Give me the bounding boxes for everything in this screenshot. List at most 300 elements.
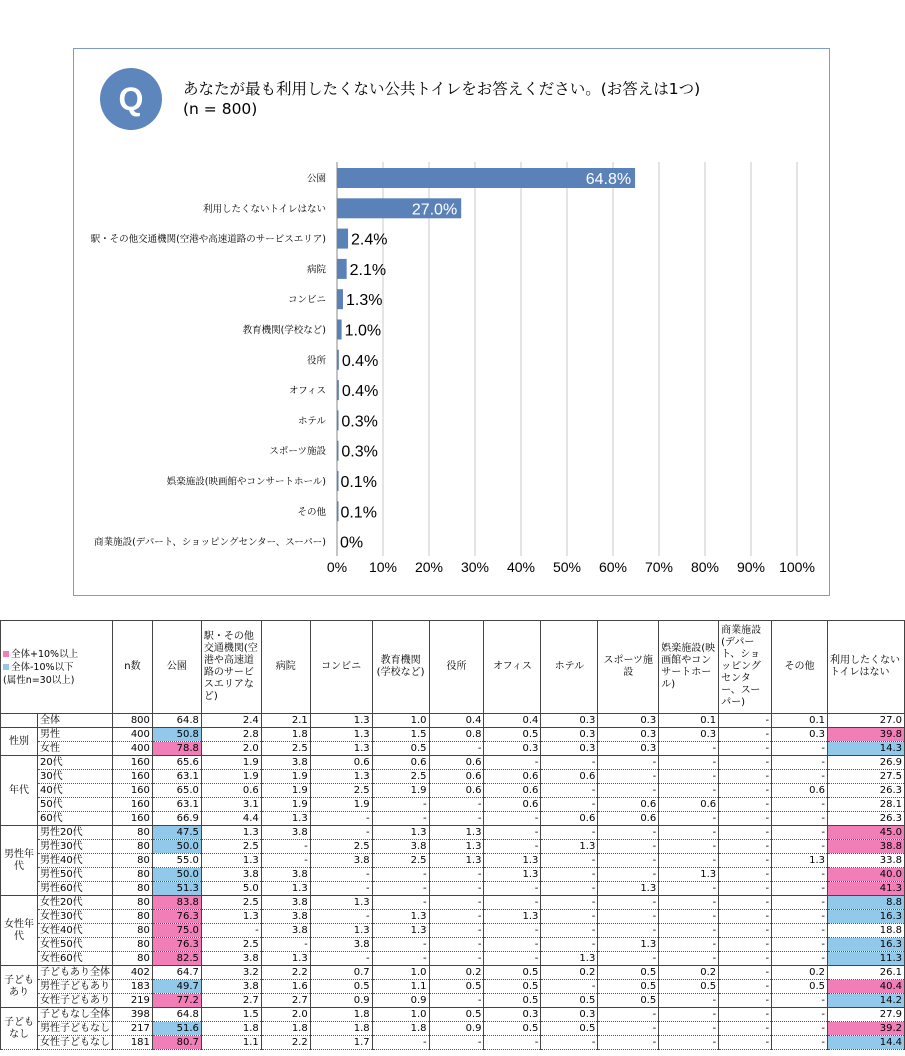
table-cell: 40.0 <box>827 868 904 882</box>
table-row <box>1 756 905 770</box>
table-cell: - <box>719 1022 772 1036</box>
row-label: 子どもなし全体 <box>37 1008 112 1022</box>
table-cell: 39.8 <box>827 728 904 742</box>
table-cell: 3.8 <box>261 756 310 770</box>
table-cell: - <box>719 980 772 994</box>
table-cell: 400 <box>112 728 152 742</box>
x-tick-label: 40% <box>506 559 536 575</box>
table-cell: - <box>772 910 828 924</box>
table-cell: - <box>719 896 772 910</box>
table-cell: 0.5 <box>429 980 484 994</box>
table-cell: 1.3 <box>310 896 372 910</box>
table-cell: 1.1 <box>201 1036 261 1050</box>
table-cell: - <box>598 840 659 854</box>
table-cell: - <box>659 756 719 770</box>
table-cell: 0.6 <box>659 798 719 812</box>
table-cell: - <box>429 868 484 882</box>
table-cell: 0.5 <box>484 994 541 1008</box>
table-cell: 0.5 <box>372 742 429 756</box>
table-cell: 3.8 <box>261 910 310 924</box>
row-label: 男性子どもなし <box>37 1022 112 1036</box>
table-cell: 0.5 <box>484 980 541 994</box>
legend-note: (属性n=30以上) <box>3 674 75 686</box>
column-header: コンビニ <box>310 621 372 714</box>
row-label: 男性 <box>37 728 112 742</box>
table-cell: 1.5 <box>201 1008 261 1022</box>
table-cell: 3.8 <box>372 840 429 854</box>
table-cell: 51.3 <box>152 882 201 896</box>
bar <box>337 320 342 340</box>
table-row <box>1 966 905 980</box>
group-label: 男性年代 <box>1 826 38 896</box>
table-cell: - <box>719 924 772 938</box>
table-cell: - <box>719 1036 772 1050</box>
x-tick-label: 20% <box>414 559 444 575</box>
table-cell: 0.6 <box>541 812 598 826</box>
table-cell: 1.0 <box>372 966 429 980</box>
table-cell: 0.1 <box>659 714 719 728</box>
table-cell: - <box>484 882 541 896</box>
table-cell: - <box>372 812 429 826</box>
table-cell: 49.7 <box>152 980 201 994</box>
table-cell: - <box>598 756 659 770</box>
table-cell: - <box>772 1022 828 1036</box>
table-cell: 398 <box>112 1008 152 1022</box>
table-cell: - <box>310 868 372 882</box>
group-label: 子どもなし <box>1 1008 38 1050</box>
table-cell: - <box>659 994 719 1008</box>
table-cell: 8.8 <box>827 896 904 910</box>
table-cell: - <box>541 826 598 840</box>
table-cell: 1.8 <box>372 1022 429 1036</box>
table-cell: - <box>772 952 828 966</box>
table-cell: 65.0 <box>152 784 201 798</box>
bar <box>337 229 348 249</box>
bar <box>337 380 339 400</box>
table-cell: - <box>541 896 598 910</box>
row-label: 男性20代 <box>37 826 112 840</box>
table-cell: - <box>598 1008 659 1022</box>
x-tick-label: 90% <box>736 559 766 575</box>
table-cell: - <box>429 910 484 924</box>
table-cell: - <box>719 812 772 826</box>
table-cell: 0.3 <box>541 1008 598 1022</box>
table-cell: - <box>772 994 828 1008</box>
row-label: 子どもあり全体 <box>37 966 112 980</box>
table-cell: 1.8 <box>261 1022 310 1036</box>
table-cell: 0.5 <box>541 994 598 1008</box>
row-label: 男性子どもあり <box>37 980 112 994</box>
table-cell: 3.8 <box>310 938 372 952</box>
table-cell: 0.2 <box>772 966 828 980</box>
table-cell: - <box>659 924 719 938</box>
group-label: 性別 <box>1 728 38 756</box>
table-cell: 65.6 <box>152 756 201 770</box>
x-tick-label: 100% <box>779 559 815 575</box>
table-cell: - <box>772 896 828 910</box>
row-label: 60代 <box>37 812 112 826</box>
table-cell: 2.5 <box>201 896 261 910</box>
data-label: 27.0% <box>411 201 458 219</box>
table-cell: 3.8 <box>201 868 261 882</box>
table-cell: - <box>261 938 310 952</box>
table-cell: 77.2 <box>152 994 201 1008</box>
table-cell: - <box>372 896 429 910</box>
table-cell: 0.6 <box>598 812 659 826</box>
table-cell: - <box>598 924 659 938</box>
table-cell: - <box>484 924 541 938</box>
column-header: 公園 <box>152 621 201 714</box>
table-cell: 1.9 <box>372 784 429 798</box>
table-cell: - <box>310 826 372 840</box>
table-cell: - <box>541 868 598 882</box>
table-cell: 0.3 <box>598 742 659 756</box>
table-cell: - <box>372 1036 429 1050</box>
table-cell: 83.8 <box>152 896 201 910</box>
table-cell: - <box>598 868 659 882</box>
table-cell: - <box>659 742 719 756</box>
table-cell: 40.4 <box>827 980 904 994</box>
table-cell: 0.5 <box>484 966 541 980</box>
table-cell: 80 <box>112 826 152 840</box>
table-cell: - <box>659 770 719 784</box>
table-cell: - <box>659 840 719 854</box>
category-label: 役所 <box>306 355 326 367</box>
data-label: 0.4% <box>341 352 379 370</box>
table-cell: 0.3 <box>484 742 541 756</box>
table-cell: 0.6 <box>541 770 598 784</box>
table-cell: - <box>484 896 541 910</box>
table-cell: - <box>659 812 719 826</box>
column-header: 病院 <box>261 621 310 714</box>
table-cell: - <box>429 938 484 952</box>
table-cell: 26.3 <box>827 784 904 798</box>
table-cell: - <box>484 756 541 770</box>
table-cell: 400 <box>112 742 152 756</box>
table-cell: 0.5 <box>598 980 659 994</box>
table-cell: - <box>719 1008 772 1022</box>
category-label: コンビニ <box>287 294 326 306</box>
table-cell: 1.3 <box>429 854 484 868</box>
table-cell: 402 <box>112 966 152 980</box>
table-cell: 63.1 <box>152 770 201 784</box>
table-cell: - <box>261 840 310 854</box>
table-cell: - <box>659 1008 719 1022</box>
table-cell: 800 <box>112 714 152 728</box>
table-cell: 0.6 <box>772 784 828 798</box>
table-cell: 66.9 <box>152 812 201 826</box>
column-header: その他 <box>772 621 828 714</box>
table-row <box>1 1022 905 1036</box>
table-row <box>1 812 905 826</box>
table-row <box>1 742 905 756</box>
table-cell: 0.3 <box>598 728 659 742</box>
table-cell: - <box>772 938 828 952</box>
table-cell: 0.3 <box>772 728 828 742</box>
column-header: 教育機関(学校など) <box>372 621 429 714</box>
table-cell: 33.8 <box>827 854 904 868</box>
table-cell: 1.3 <box>429 826 484 840</box>
legend-high-label: 全体+10%以上 <box>11 648 79 660</box>
table-row <box>1 728 905 742</box>
table-cell: - <box>719 910 772 924</box>
table-cell: 1.3 <box>484 868 541 882</box>
x-tick-label: 0% <box>326 559 348 575</box>
table-cell: 11.3 <box>827 952 904 966</box>
column-header: 役所 <box>429 621 484 714</box>
table-cell: 27.5 <box>827 770 904 784</box>
table-cell: 0.4 <box>484 714 541 728</box>
table-cell: 3.8 <box>261 826 310 840</box>
table-row <box>1 910 905 924</box>
table-cell: 39.2 <box>827 1022 904 1036</box>
table-cell: 64.7 <box>152 966 201 980</box>
table-cell: - <box>261 854 310 868</box>
table-cell: 16.3 <box>827 938 904 952</box>
table-cell: 14.3 <box>827 742 904 756</box>
data-label: 0.1% <box>340 474 377 491</box>
table-cell: - <box>659 854 719 868</box>
row-label: 女性30代 <box>37 910 112 924</box>
table-cell: 51.6 <box>152 1022 201 1036</box>
table-cell: 80 <box>112 840 152 854</box>
table-cell: 2.2 <box>261 966 310 980</box>
table-cell: 0.2 <box>429 966 484 980</box>
table-cell: 50.8 <box>152 728 201 742</box>
table-cell: 1.8 <box>261 728 310 742</box>
x-tick-label: 80% <box>690 559 720 575</box>
bar <box>337 501 339 521</box>
group-label <box>1 714 38 728</box>
table-cell: 0.5 <box>772 980 828 994</box>
x-tick-label: 10% <box>368 559 398 575</box>
table-cell: - <box>598 826 659 840</box>
data-label: 1.3% <box>345 292 383 310</box>
table-cell: - <box>659 1022 719 1036</box>
table-cell: 160 <box>112 756 152 770</box>
category-label: 公園 <box>306 173 326 185</box>
table-cell: 0.6 <box>429 784 484 798</box>
table-cell: 80 <box>112 910 152 924</box>
legend-cell <box>1 621 113 714</box>
table-cell: 0.3 <box>484 1008 541 1022</box>
row-label: 女性60代 <box>37 952 112 966</box>
table-cell: 1.0 <box>372 714 429 728</box>
table-cell: 2.0 <box>201 742 261 756</box>
row-label: 女性40代 <box>37 924 112 938</box>
table-cell: 1.5 <box>372 728 429 742</box>
table-cell: 16.3 <box>827 910 904 924</box>
category-label: 娯楽施設(映画館やコンサートホール) <box>166 476 326 488</box>
table-cell: 3.8 <box>310 854 372 868</box>
table-cell: - <box>719 994 772 1008</box>
table-cell: 76.3 <box>152 938 201 952</box>
table-cell: - <box>598 854 659 868</box>
bar <box>337 471 339 491</box>
table-row <box>1 826 905 840</box>
table-cell: 2.5 <box>310 840 372 854</box>
bar <box>337 410 339 430</box>
table-cell: 0.2 <box>659 966 719 980</box>
table-cell: - <box>429 994 484 1008</box>
row-label: 40代 <box>37 784 112 798</box>
table-cell: 41.3 <box>827 882 904 896</box>
table-cell: 3.1 <box>201 798 261 812</box>
table-cell: 160 <box>112 798 152 812</box>
table-row <box>1 854 905 868</box>
table-cell: - <box>429 952 484 966</box>
question-sample-size: (n = 800) <box>183 100 258 118</box>
x-tick-label: 60% <box>598 559 628 575</box>
table-cell: - <box>484 826 541 840</box>
table-cell: 55.0 <box>152 854 201 868</box>
table-cell: 2.5 <box>201 938 261 952</box>
table-cell: 2.5 <box>372 854 429 868</box>
row-label: 男性50代 <box>37 868 112 882</box>
row-label: 男性60代 <box>37 882 112 896</box>
column-header: スポーツ施設 <box>598 621 659 714</box>
table-row <box>1 798 905 812</box>
table-cell: - <box>429 882 484 896</box>
table-cell: 1.3 <box>598 882 659 896</box>
category-label: 教育機関(学校など) <box>242 325 326 336</box>
table-cell: - <box>372 938 429 952</box>
table-cell: - <box>541 798 598 812</box>
table-cell: - <box>719 966 772 980</box>
table-cell: - <box>201 924 261 938</box>
table-cell: - <box>310 952 372 966</box>
table-cell: 217 <box>112 1022 152 1036</box>
table-cell: - <box>598 1036 659 1050</box>
table-row <box>1 952 905 966</box>
column-header: ホテル <box>541 621 598 714</box>
table-cell: 50.0 <box>152 840 201 854</box>
table-cell: 1.3 <box>484 854 541 868</box>
table-cell: 1.6 <box>261 980 310 994</box>
table-cell: 1.3 <box>372 924 429 938</box>
table-cell: - <box>598 784 659 798</box>
table-cell: - <box>772 798 828 812</box>
table-cell: - <box>772 840 828 854</box>
table-cell: 80 <box>112 938 152 952</box>
table-cell: 2.7 <box>201 994 261 1008</box>
table-cell: 160 <box>112 770 152 784</box>
table-cell: - <box>659 784 719 798</box>
table-cell: 0.6 <box>598 798 659 812</box>
table-cell: - <box>772 882 828 896</box>
crosstab-table <box>0 620 905 1050</box>
table-cell: 219 <box>112 994 152 1008</box>
table-row <box>1 868 905 882</box>
table-cell: 27.0 <box>827 714 904 728</box>
table-cell: - <box>772 924 828 938</box>
table-cell: 14.4 <box>827 1036 904 1050</box>
table-cell: - <box>772 756 828 770</box>
table-cell: 0.5 <box>484 1022 541 1036</box>
table-cell: 0.7 <box>310 966 372 980</box>
table-cell: 82.5 <box>152 952 201 966</box>
table-cell: - <box>719 742 772 756</box>
group-label: 女性年代 <box>1 896 38 966</box>
table-cell: 38.8 <box>827 840 904 854</box>
table-row <box>1 994 905 1008</box>
table-cell: - <box>598 1022 659 1036</box>
table-cell: 0.3 <box>659 728 719 742</box>
table-cell: - <box>372 798 429 812</box>
table-cell: 0.6 <box>484 798 541 812</box>
table-cell: 26.1 <box>827 966 904 980</box>
group-label: 子どもあり <box>1 966 38 1008</box>
table-cell: 0.6 <box>201 784 261 798</box>
table-cell: 2.1 <box>261 714 310 728</box>
question-badge: Q <box>100 68 162 130</box>
table-cell: 1.3 <box>201 910 261 924</box>
table-row <box>1 980 905 994</box>
table-cell: 1.3 <box>772 854 828 868</box>
category-label: スポーツ施設 <box>269 446 326 458</box>
data-label: 0.4% <box>341 383 379 401</box>
table-cell: 80 <box>112 868 152 882</box>
table-cell: - <box>598 952 659 966</box>
table-cell: 0.3 <box>541 728 598 742</box>
bar <box>337 259 347 279</box>
table-cell: 80 <box>112 896 152 910</box>
table-cell: 1.9 <box>261 798 310 812</box>
table-cell: 0.5 <box>541 1022 598 1036</box>
category-label: 駅・その他交通機関(空港や高速道路のサービスエリア) <box>90 234 326 246</box>
category-label: 商業施設(デパート、ショッピングセンター、スーパー) <box>94 537 326 549</box>
table-cell: 27.9 <box>827 1008 904 1022</box>
table-row <box>1 896 905 910</box>
table-cell: 1.0 <box>372 1008 429 1022</box>
table-cell: - <box>659 826 719 840</box>
x-tick-label: 30% <box>460 559 490 575</box>
table-cell: - <box>772 770 828 784</box>
table-cell: 1.3 <box>598 938 659 952</box>
table-cell: - <box>659 896 719 910</box>
table-cell: - <box>598 896 659 910</box>
data-label: 0.1% <box>340 504 377 522</box>
table-row <box>1 714 905 728</box>
table-cell: - <box>659 938 719 952</box>
table-cell: 2.2 <box>261 1036 310 1050</box>
table-cell: 0.6 <box>484 770 541 784</box>
table-cell: 1.3 <box>310 924 372 938</box>
row-label: 全体 <box>37 714 112 728</box>
table-cell: 0.6 <box>429 770 484 784</box>
category-label: その他 <box>297 506 326 518</box>
table-cell: 1.3 <box>261 812 310 826</box>
data-label: 1.0% <box>344 322 382 340</box>
table-cell: 47.5 <box>152 826 201 840</box>
table-cell: 0.6 <box>484 784 541 798</box>
table-cell: 63.1 <box>152 798 201 812</box>
row-label: 女性20代 <box>37 896 112 910</box>
table-cell: 0.6 <box>310 756 372 770</box>
table-cell: 3.8 <box>201 952 261 966</box>
table-cell: - <box>372 882 429 896</box>
category-label: オフィス <box>289 385 326 397</box>
table-cell: - <box>719 854 772 868</box>
category-label: ホテル <box>297 415 326 427</box>
table-cell: - <box>541 980 598 994</box>
table-cell: 3.8 <box>261 868 310 882</box>
table-cell: 2.0 <box>261 1008 310 1022</box>
table-cell: - <box>484 840 541 854</box>
data-label: 0% <box>340 534 364 552</box>
table-cell: - <box>772 1008 828 1022</box>
table-cell: 1.8 <box>310 1008 372 1022</box>
